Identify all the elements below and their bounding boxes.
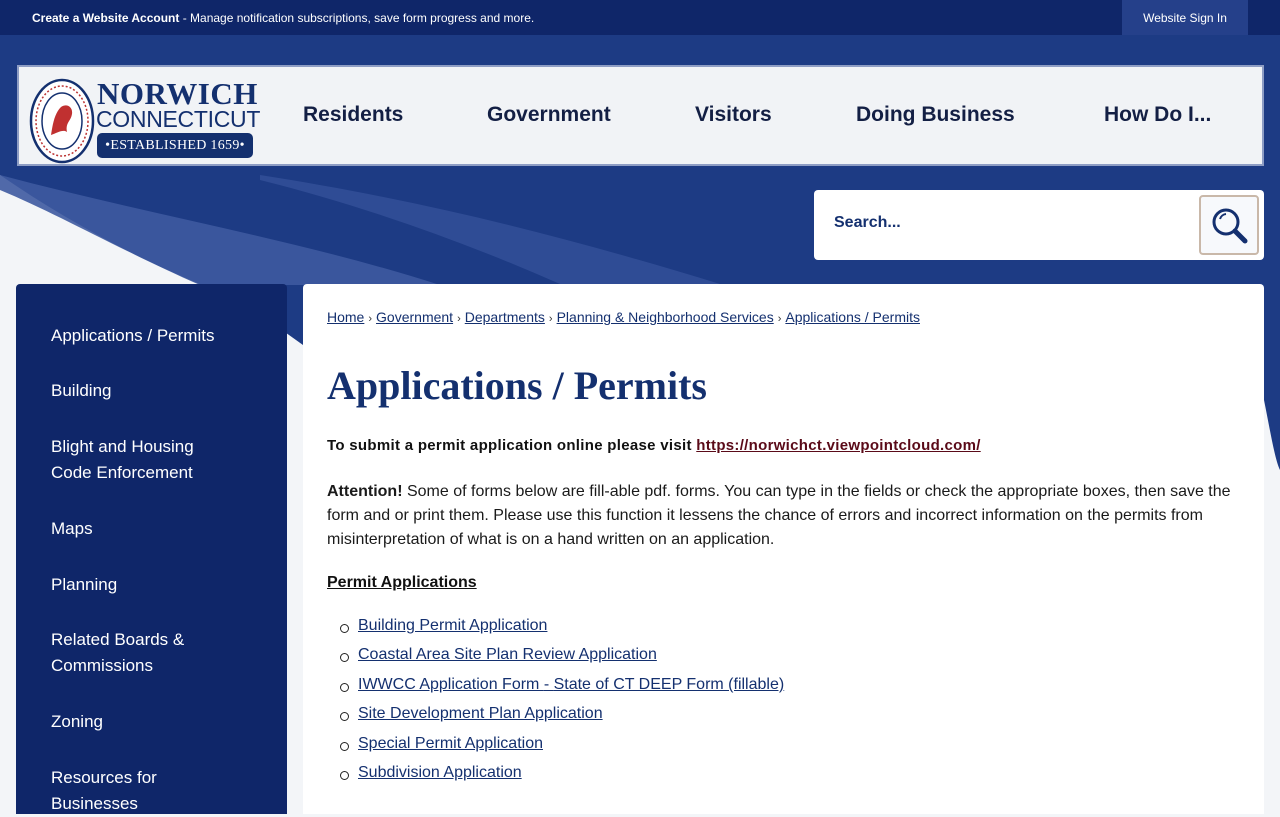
sidebar-item-zoning[interactable]: Zoning: [51, 712, 103, 731]
coastal-area-link[interactable]: Coastal Area Site Plan Review Application: [358, 646, 657, 664]
search-button[interactable]: [1199, 195, 1259, 255]
building-permit-link[interactable]: Building Permit Application: [358, 617, 548, 634]
top-bar: [0, 0, 1280, 35]
city-seal-icon: [29, 77, 95, 163]
breadcrumb-separator: ›: [368, 313, 373, 325]
site-header: [17, 65, 1264, 166]
nav-how-do-i[interactable]: How Do I...: [1104, 103, 1212, 126]
page-title: Applications / Permits: [327, 363, 707, 408]
list-item: [336, 735, 784, 764]
submit-online-label: To submit a permit application online please visit: [327, 437, 697, 454]
sidebar-item-related-boards[interactable]: Related Boards & Commissions: [51, 630, 185, 675]
breadcrumb-planning[interactable]: Planning & Neighborhood Services: [556, 309, 774, 325]
sidebar-item-applications-permits[interactable]: Applications / Permits: [51, 326, 215, 345]
list-item: [336, 764, 784, 793]
attention-paragraph: [327, 480, 1237, 552]
create-account-text: [32, 11, 534, 25]
sidebar-item-planning[interactable]: Planning: [51, 575, 118, 594]
logo-line-established: •ESTABLISHED 1659•: [97, 133, 253, 158]
permit-applications-heading: Permit Applications: [327, 574, 477, 591]
norwich-logo[interactable]: [29, 73, 261, 161]
breadcrumb-government[interactable]: Government: [376, 309, 454, 325]
sidebar-item-blight[interactable]: Blight and Housing Code Enforcement: [51, 437, 194, 482]
sidebar-nav: [16, 284, 287, 814]
list-item: [336, 676, 784, 705]
main-content: [303, 284, 1264, 814]
website-sign-in-button[interactable]: Website Sign In: [1122, 0, 1248, 35]
list-item: [336, 705, 784, 734]
sidebar-item-maps[interactable]: Maps: [51, 519, 93, 538]
submit-online-text: [327, 437, 981, 454]
breadcrumb-separator: ›: [777, 313, 782, 325]
breadcrumb-departments[interactable]: Departments: [464, 309, 545, 325]
special-permit-link[interactable]: Special Permit Application: [358, 734, 543, 752]
sidebar-item-resources[interactable]: Resources for Businesses: [51, 768, 157, 813]
list-item: [336, 617, 784, 646]
breadcrumb-separator: ›: [457, 313, 461, 325]
nav-doing-business[interactable]: Doing Business: [856, 103, 1015, 126]
nav-visitors[interactable]: Visitors: [695, 103, 772, 126]
nav-residents[interactable]: Residents: [303, 103, 404, 126]
iwwcc-separator: -: [543, 675, 554, 693]
attention-label: Attention!: [327, 483, 403, 500]
search-icon: [1209, 205, 1249, 245]
breadcrumb-applications[interactable]: Applications / Permits: [785, 309, 920, 325]
logo-line-connecticut: CONNECTICUT: [96, 106, 261, 132]
permit-links-list: [336, 617, 784, 793]
breadcrumb-home[interactable]: Home: [327, 309, 365, 325]
site-development-link[interactable]: Site Development Plan Application: [358, 705, 603, 723]
list-item: [336, 646, 784, 675]
search-box: [814, 190, 1264, 260]
search-input[interactable]: Search...: [834, 214, 901, 231]
create-account-link[interactable]: Create a Website Account: [32, 11, 180, 25]
viewpoint-cloud-link[interactable]: https://norwichct.viewpointcloud.com/: [696, 437, 981, 454]
subdivision-link[interactable]: Subdivision Application: [358, 763, 522, 781]
create-account-description: - Manage notification subscriptions, save form progress and more.: [179, 11, 535, 25]
iwwcc-link[interactable]: IWWCC Application Form: [358, 675, 544, 693]
breadcrumb: [327, 309, 920, 325]
breadcrumb-separator: ›: [548, 313, 553, 325]
attention-text: Some of forms below are fill-able pdf. forms. You can type in the fields or check the appropriate boxes, then save the form and or print them. Please use this function it lessens the chance of errors and incorrect information on the permits from misinterpretation of what is on a hand written on an application.: [327, 483, 1231, 548]
sidebar-item-building[interactable]: Building: [51, 381, 112, 400]
ct-deep-form-link[interactable]: State of CT DEEP Form (fillable): [553, 675, 785, 693]
logo-line-norwich: NORWICH: [97, 76, 258, 111]
nav-government[interactable]: Government: [487, 103, 611, 126]
